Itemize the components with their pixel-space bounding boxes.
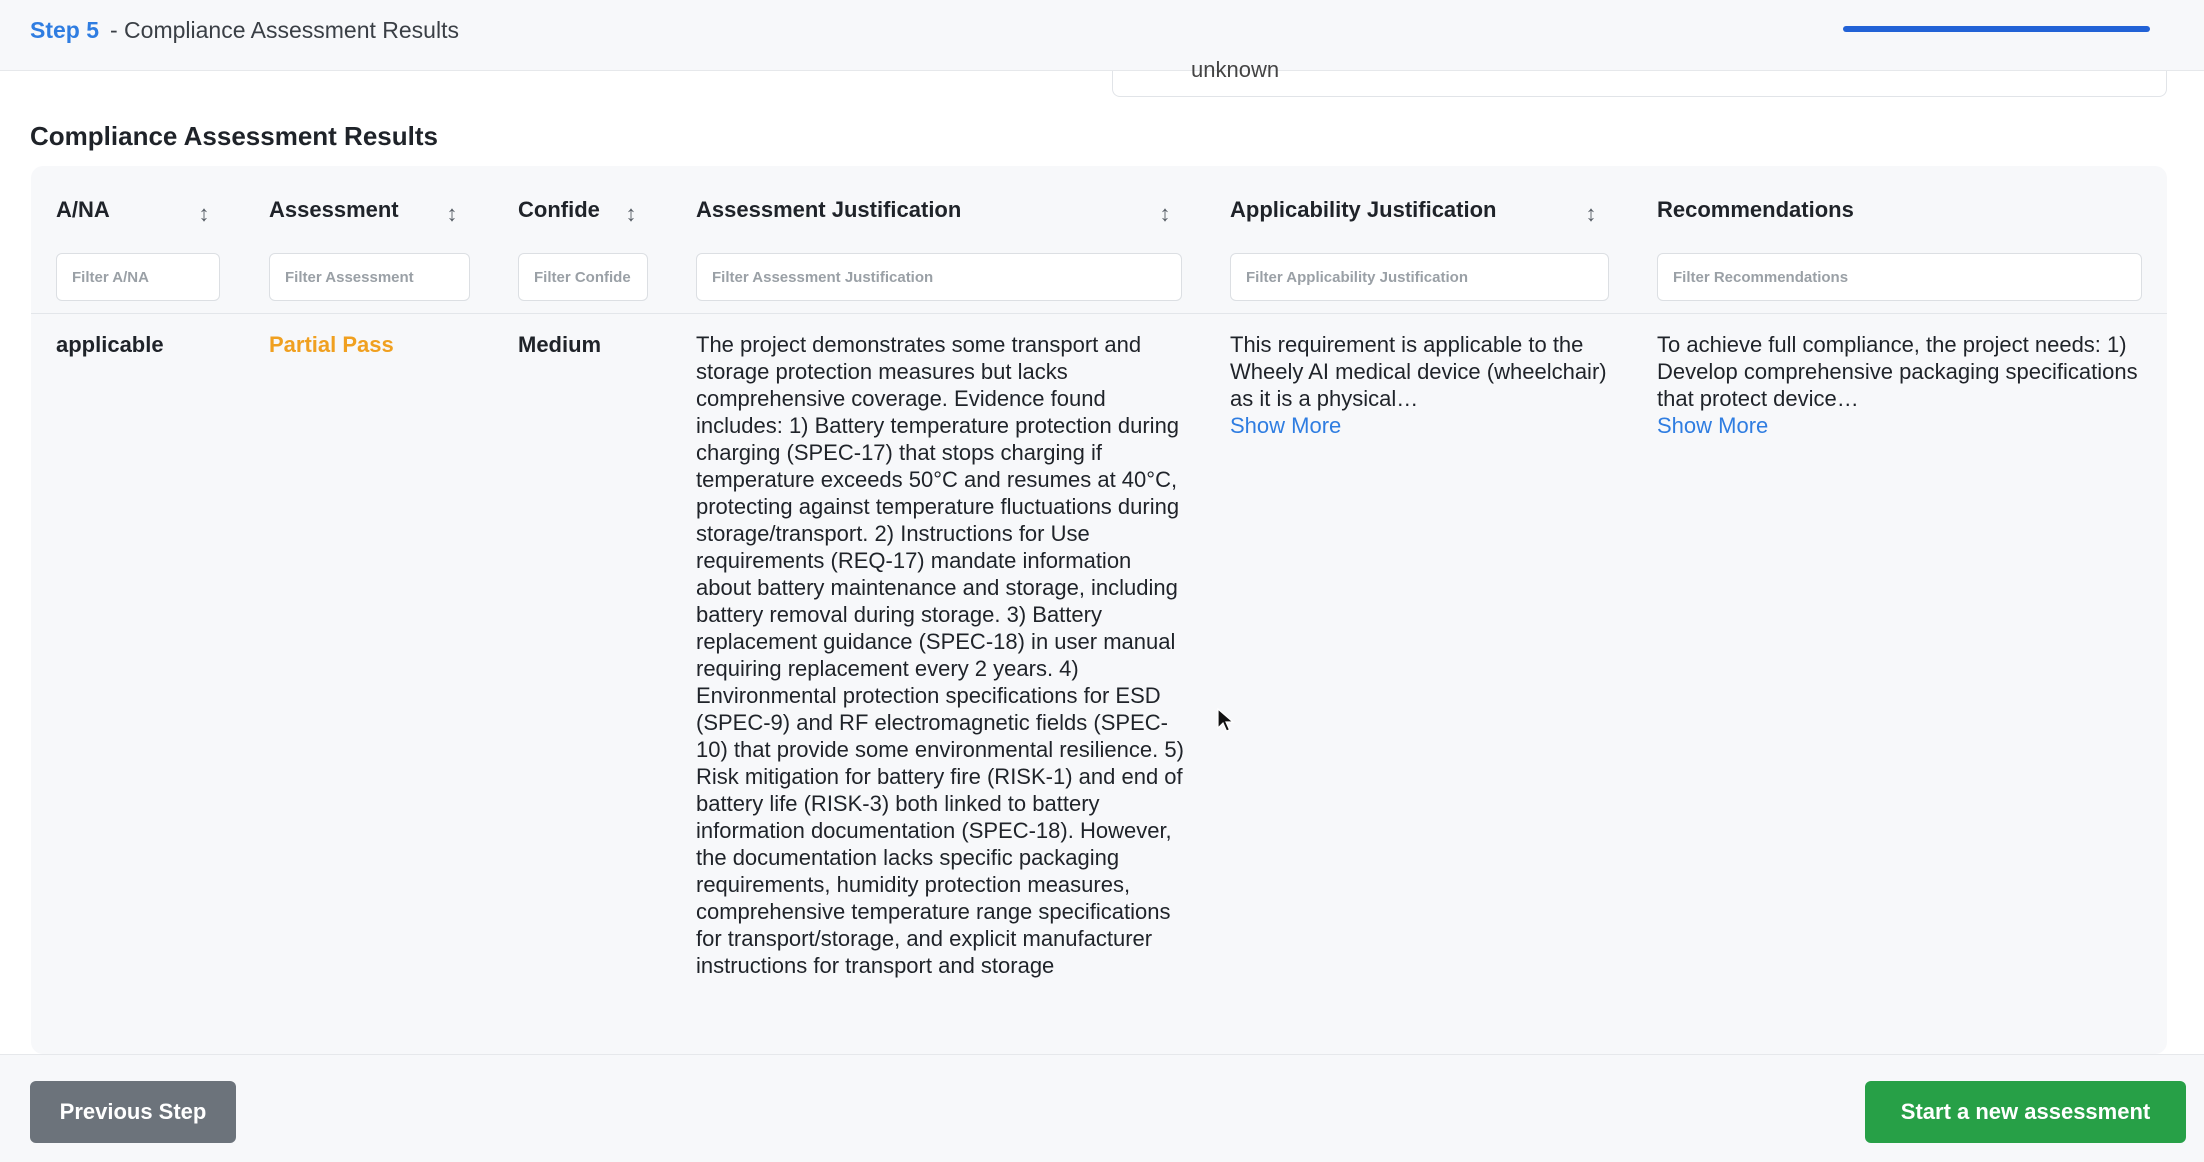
filter-ana-input[interactable]: [56, 253, 220, 301]
footer-bar: [0, 1054, 2204, 1162]
filter-confidence-input[interactable]: [518, 253, 648, 301]
show-more-link[interactable]: Show More: [1657, 413, 1769, 438]
sort-arrows-icon[interactable]: ↕: [446, 201, 458, 226]
filter-recommendations-input[interactable]: [1657, 253, 2142, 301]
header-divider: [31, 313, 2167, 314]
applicability-justification-text: This requirement is applicable to the Wheely AI medical device (wheelchair) as it is a physical…: [1230, 332, 1607, 411]
mouse-cursor-icon: [1217, 708, 1235, 734]
cell-applicability: applicable: [56, 332, 164, 357]
previous-section-card: [1112, 57, 2167, 97]
filter-assessment-justification-input[interactable]: [696, 253, 1182, 301]
start-new-assessment-button[interactable]: Start a new assessment: [1865, 1081, 2186, 1143]
step-label: Step 5: [30, 17, 100, 43]
column-header-recommendations[interactable]: Recommendations: [1657, 197, 1854, 222]
recommendations-text: To achieve full compliance, the project needs: 1) Develop comprehensive packaging specifications that protect device…: [1657, 332, 2138, 411]
cell-assessment-status: Partial Pass: [269, 332, 394, 357]
section-title: Compliance Assessment Results: [30, 121, 438, 151]
column-header-ana[interactable]: A/NA: [56, 197, 110, 222]
sort-arrows-icon[interactable]: ↕: [1585, 201, 1597, 226]
cell-applicability-justification: [1230, 331, 1622, 439]
cell-confidence: Medium: [518, 332, 602, 357]
previous-step-button[interactable]: Previous Step: [30, 1081, 236, 1143]
show-more-link[interactable]: Show More: [1230, 413, 1342, 438]
clipped-text: unknown: [1191, 57, 1280, 82]
cell-recommendations: [1657, 331, 2152, 439]
top-bar: [0, 0, 2204, 71]
column-header-confidence[interactable]: Confide: [518, 197, 600, 222]
column-header-assessment-justification[interactable]: Assessment Justification: [696, 197, 962, 222]
step-title: - Compliance Assessment Results: [110, 17, 459, 43]
progress-bar: [1843, 26, 2150, 32]
column-header-applicability-justification[interactable]: Applicability Justification: [1230, 197, 1497, 222]
sort-arrows-icon[interactable]: ↕: [1159, 201, 1171, 226]
cell-assessment-justification: The project demonstrates some transport and storage protection measures but lacks comprehensive coverage. Evidence found includes: 1) Battery temperature protection during charging (SPEC-17) that stops charging if temperature exceeds 50°C and resumes at 40°C, protecting against temperature fluctuations during storage/transport. 2) Instructions for Use requirements (REQ-17) mandate information about battery maintenance and storage, including battery removal during storage. 3) Battery replacement guidance (SPEC-18) in user manual requiring replacement every 2 years. 4) Environmental protection specifications for ESD (SPEC-9) and RF electromagnetic fields (SPEC-10) that provide some environmental resilience. 5) Risk mitigation for battery fire (RISK-1) and end of battery life (RISK-3) both linked to battery information documentation (SPEC-18). However, the documentation lacks specific packaging requirements, humidity protection measures, comprehensive temperature range specifications for transport/storage, and explicit manufacturer instructions for transport and storage: [696, 332, 1184, 978]
column-header-assessment[interactable]: Assessment: [269, 197, 399, 222]
results-table: [31, 166, 2167, 1054]
sort-arrows-icon[interactable]: ↕: [625, 201, 637, 226]
filter-assessment-input[interactable]: [269, 253, 470, 301]
filter-applicability-justification-input[interactable]: [1230, 253, 1609, 301]
sort-arrows-icon[interactable]: ↕: [198, 201, 210, 226]
